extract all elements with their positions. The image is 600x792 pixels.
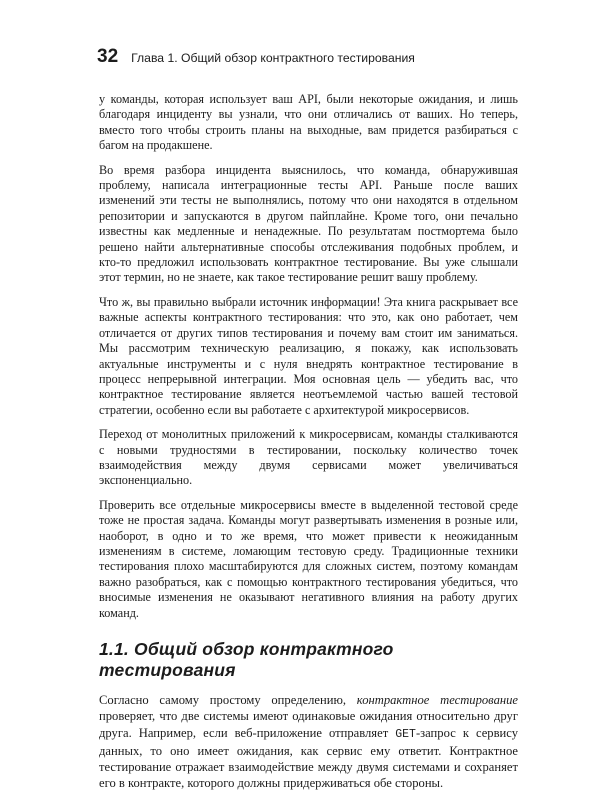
paragraph-5: Проверить все отдельные микросервисы вместе в выделенной тестовой среде тоже не простая задача. Команды могут развертывать изменения в розные или, наоборот, в одно и то же время, что может привести к неожиданным изменениям в системе, ломающим тестовую среду. Традиционные техники тестирования плохо масштабируются для сложных систем, поэтому командам важно разобраться, как с помощью контрактного тестирования убедиться, что вносимые изменения не оказывают негативного влияния на работу других команд. <box>99 497 518 620</box>
section-text-3: -запрос к сервису данных, то оно имеет ожидания, как сервис ему ответит. Контрактное тестирование отражает взаимодействие между двумя системами и сохраняет его в контракте, которого должны придерживаться обе стороны. <box>99 725 519 791</box>
paragraph-4: Переход от монолитных приложений к микросервисам, команды сталкиваются с новыми трудностями в тестировании, поскольку количество точек взаимодействия между двумя сервисами может увеличиваться экспоненциально. <box>99 427 518 488</box>
section-text-2: проверяет, что две системы имеют одинаковые ожидания относительно друг друга. Например, если веб-приложение отправляет <box>99 709 518 740</box>
paragraph-2: Во время разбора инцидента выяснилось, что команда, обнаружившая проблему, написала интеграционные тесты API. Раньше после ваших изменений эти тесты не выполнялись, потому что они находятся в отдельном репозитории и запускаются в другом пайплайне. Кроме того, они печально известны как медленные и ненадежные. По результатам постмортема было решено найти альтернативные способы отслеживания подобных проблем, и кто-то предложил использовать контрактное тестирование. Вы уже слышали этот термин, но не знаете, как такое тестирование решит вашу проблему. <box>99 162 518 285</box>
running-header <box>97 46 517 68</box>
page-body <box>99 92 518 792</box>
code-get: GET <box>395 727 416 741</box>
section-heading: 1.1. Общий обзор контрактного тестирования <box>99 639 394 680</box>
term-emphasis: контрактное тестирование <box>356 693 518 707</box>
paragraph-3: Что ж, вы правильно выбрали источник информации! Эта книга раскрывает все важные аспекты контрактного тестирования: что это, как оно работает, чем отличается от других типов тестирования и почему вам стоит им заниматься. Мы рассмотрим техническую реализацию, я покажу, как использовать актуальные инструменты и с нуля внедрять контрактное тестирование в процесс непрерывной интеграции. Моя основная цель — убедить вас, что контрактное тестирование является неотъемлемой частью вашей тестовой стратегии, особенно если вы работаете с архитектурой микросервисов. <box>99 294 518 417</box>
section-paragraph <box>99 692 518 792</box>
section-text-1: Согласно самому простому определению, <box>99 693 357 707</box>
chapter-title: Глава 1. Общий обзор контрактного тестирования <box>131 51 415 65</box>
page-number: 32 <box>97 46 119 67</box>
paragraph-1: у команды, которая использует ваш API, были некоторые ожидания, и лишь благодаря инциденту вы узнали, что они отличались от ваших. Но теперь, вместо того чтобы строить планы на выходные, вам придется разбираться с багом на продакшене. <box>99 92 518 153</box>
